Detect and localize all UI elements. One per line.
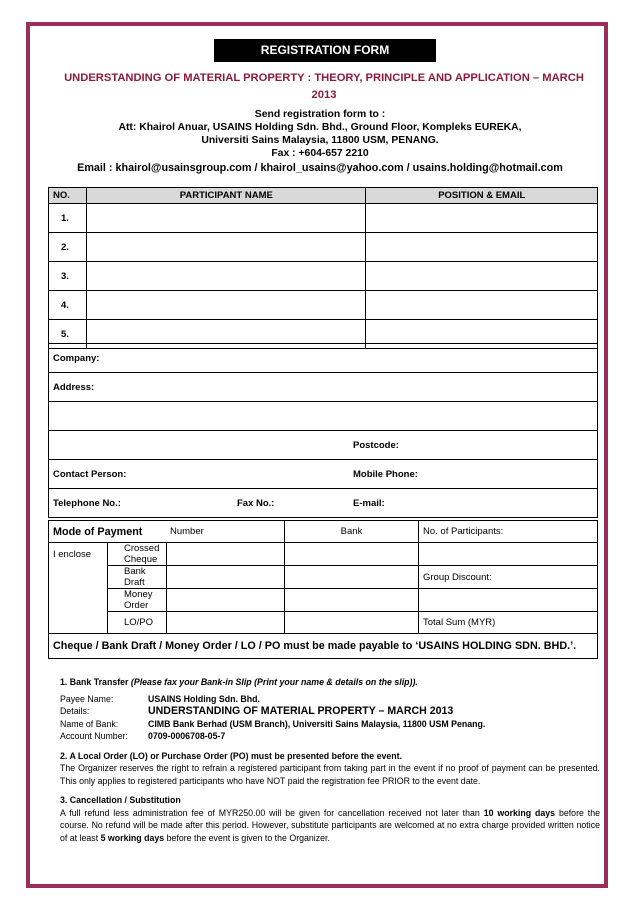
send-line-4: Fax : +604-657 2210 bbox=[271, 148, 369, 159]
lo-po-text: The Organizer reserves the right to refrain a registered participant from taking part in the event if no proof of payment can be presented. This only applies to registered participants who have NOT paid the registration fee PRIOR to the event date. bbox=[60, 763, 600, 786]
position-email-field[interactable] bbox=[366, 291, 598, 320]
bank-draft-number[interactable] bbox=[166, 566, 285, 589]
bank-transfer-instruction: (Please fax your Bank-in Slip (Print your name & details on the slip)). bbox=[128, 677, 418, 687]
participant-name-field[interactable] bbox=[87, 291, 366, 320]
address-line-3-field[interactable] bbox=[49, 431, 350, 460]
lo-po-option[interactable]: LO/PO bbox=[108, 612, 167, 634]
cancellation-section bbox=[60, 794, 600, 844]
form-title: REGISTRATION FORM bbox=[214, 39, 436, 62]
no-participants-label: No. of Participants: bbox=[419, 521, 598, 543]
postcode-field[interactable]: Postcode: bbox=[349, 431, 598, 460]
money-order-number[interactable] bbox=[166, 589, 285, 612]
course-title: UNDERSTANDING OF MATERIAL PROPERTY : THEORY, PRINCIPLE AND APPLICATION – MARCH 2013 bbox=[64, 72, 584, 101]
row-number: 4. bbox=[49, 291, 87, 320]
send-line-email: Email : khairol@usainsgroup.com / khairol_usains@yahoo.com / usains.holding@hotmail.com bbox=[77, 162, 563, 174]
col-participant-name: PARTICIPANT NAME bbox=[87, 188, 366, 204]
table-row bbox=[49, 262, 598, 291]
no-participants-field[interactable] bbox=[419, 543, 598, 566]
number-header: Number bbox=[166, 521, 285, 543]
row-number: 1. bbox=[49, 204, 87, 233]
crossed-cheque-bank[interactable] bbox=[285, 543, 419, 566]
crossed-cheque-number[interactable] bbox=[166, 543, 285, 566]
participant-name-field[interactable] bbox=[87, 233, 366, 262]
send-to-block bbox=[40, 108, 600, 175]
bank-transfer-title: 1. Bank Transfer bbox=[60, 677, 129, 687]
address-field[interactable]: Address: bbox=[49, 373, 598, 402]
lo-po-title: 2. A Local Order (LO) or Purchase Order (PO) must be presented before the event. bbox=[60, 750, 403, 761]
bank-header: Bank bbox=[285, 521, 419, 543]
contact-person-field[interactable]: Contact Person: bbox=[49, 460, 350, 489]
address-line-2-field[interactable] bbox=[49, 402, 598, 431]
cancellation-text: A full refund less administration fee of MYR250.00 will be given for cancellation received not later than 10 working days before the course. No refund will be made after this period. However, substitute participants are welcomed at no extra charge provided written notice of at least 5 working days before the event is given to the Organizer. bbox=[60, 807, 601, 843]
table-row bbox=[49, 233, 598, 262]
payment-notes bbox=[60, 676, 600, 851]
send-line-2: Att: Khairol Anuar, USAINS Holding Sdn. Bhd., Ground Floor, Kompleks EUREKA, bbox=[118, 122, 522, 133]
position-email-field[interactable] bbox=[366, 233, 598, 262]
details-label: Details: bbox=[60, 706, 90, 716]
bank-draft-option[interactable]: Bank Draft bbox=[108, 566, 167, 589]
crossed-cheque-option[interactable]: Crossed Cheque bbox=[108, 543, 167, 566]
row-number: 3. bbox=[49, 262, 87, 291]
details-value: UNDERSTANDING OF MATERIAL PROPERTY – MARCH 2013 bbox=[148, 705, 454, 717]
company-field[interactable]: Company: bbox=[49, 344, 598, 373]
payable-note: Cheque / Bank Draft / Money Order / LO / PO must be made payable to ‘USAINS HOLDING SDN. BHD.’. bbox=[49, 634, 598, 659]
participant-name-field[interactable] bbox=[87, 204, 366, 233]
cancellation-title: 3. Cancellation / Substitution bbox=[60, 795, 181, 805]
table-row bbox=[49, 204, 598, 233]
payee-name-label: Payee Name: bbox=[60, 693, 114, 704]
account-number-label: Account Number: bbox=[60, 731, 128, 741]
participants-table bbox=[48, 187, 598, 349]
bank-name-value: CIMB Bank Berhad (USM Branch), Universiti Sains Malaysia, 11800 USM Penang. bbox=[148, 718, 486, 729]
money-order-bank[interactable] bbox=[285, 589, 419, 612]
bank-name-label: Name of Bank: bbox=[60, 718, 119, 729]
company-details-table bbox=[48, 343, 598, 518]
col-position-email: POSITION & EMAIL bbox=[366, 188, 598, 204]
telephone-field[interactable]: Telephone No.: bbox=[49, 489, 234, 518]
payment-table bbox=[48, 520, 598, 659]
group-discount-label[interactable]: Group Discount: bbox=[419, 566, 598, 589]
row-number: 5. bbox=[49, 320, 87, 349]
participant-name-field[interactable] bbox=[87, 262, 366, 291]
group-discount-field[interactable] bbox=[419, 589, 598, 612]
col-no: NO. bbox=[49, 188, 87, 204]
mobile-phone-field[interactable]: Mobile Phone: bbox=[349, 460, 598, 489]
mode-of-payment-label: Mode of Payment bbox=[49, 521, 167, 543]
lo-po-section bbox=[60, 750, 600, 788]
lo-po-bank[interactable] bbox=[285, 612, 419, 634]
bank-transfer-section bbox=[60, 676, 600, 743]
account-number-value: 0709-0006708-05-7 bbox=[148, 731, 226, 741]
i-enclose-label: I enclose bbox=[49, 543, 108, 566]
position-email-field[interactable] bbox=[366, 204, 598, 233]
email-field[interactable]: E-mail: bbox=[349, 489, 598, 518]
position-email-field[interactable] bbox=[366, 262, 598, 291]
table-row bbox=[49, 291, 598, 320]
total-sum-label[interactable]: Total Sum (MYR) bbox=[419, 612, 598, 634]
fax-field[interactable]: Fax No.: bbox=[233, 489, 349, 518]
send-line-1: Send registration form to : bbox=[254, 109, 386, 120]
bank-draft-bank[interactable] bbox=[285, 566, 419, 589]
payee-name-value: USAINS Holding Sdn. Bhd. bbox=[148, 693, 260, 704]
row-number: 2. bbox=[49, 233, 87, 262]
send-line-3: Universiti Sains Malaysia, 11800 USM, PENANG. bbox=[201, 135, 439, 146]
lo-po-number[interactable] bbox=[166, 612, 285, 634]
money-order-option[interactable]: Money Order bbox=[108, 589, 167, 612]
